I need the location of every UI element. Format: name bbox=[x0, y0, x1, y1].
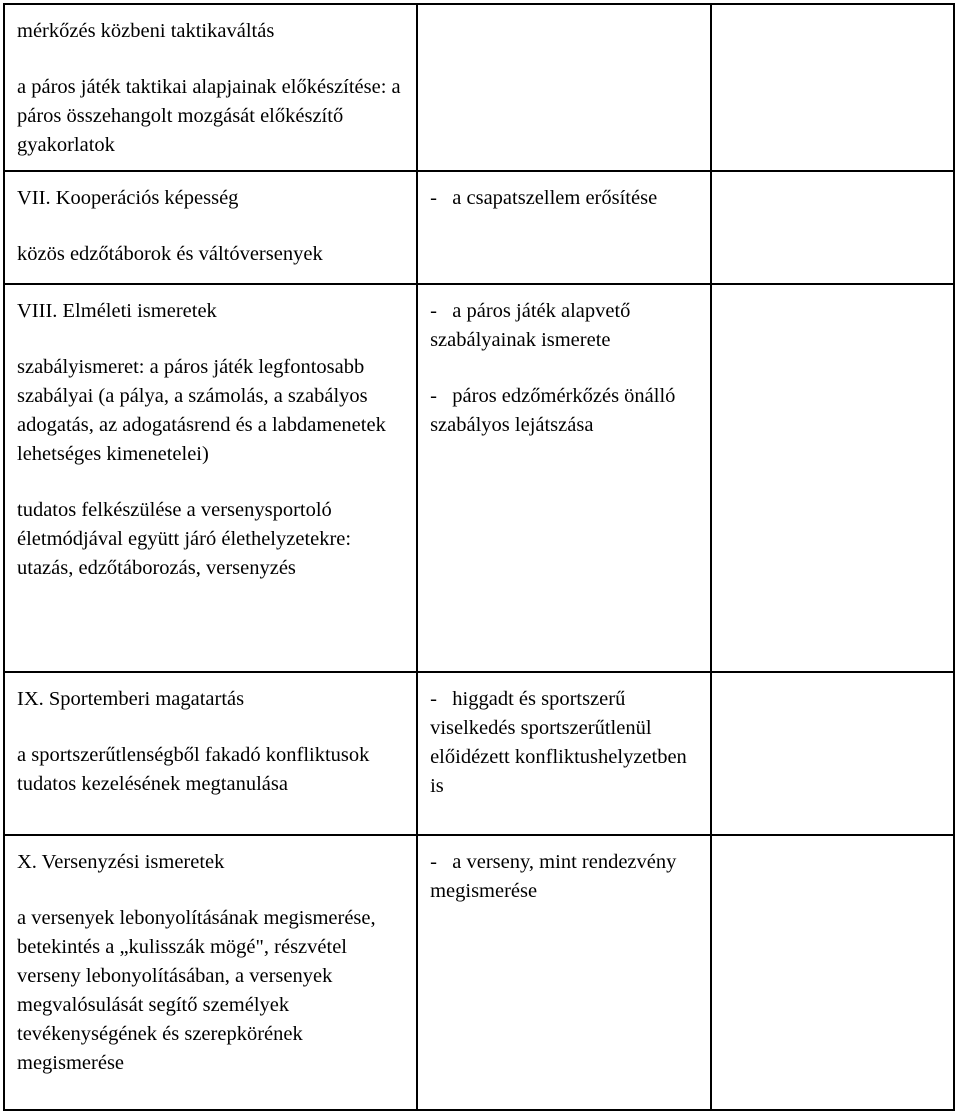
section-heading: VIII. Elméleti ismeretek bbox=[17, 300, 217, 322]
curriculum-table bbox=[3, 3, 955, 1111]
text-block: a versenyek lebonyolításának megismerése, betekintés a „kulisszák mögé", részvétel verseny lebonyolításában, a versenyek megvalósulását segítő személyek tevékenységének és szerepkörének megismerése bbox=[17, 907, 376, 1074]
outcome-cell bbox=[417, 171, 711, 284]
table-row bbox=[4, 4, 954, 171]
notes-cell bbox=[711, 672, 954, 835]
outcome-item bbox=[430, 297, 698, 355]
outcome-text: a csapatszellem erősítése bbox=[452, 187, 658, 209]
text-block: mérkőzés közbeni taktikaváltás bbox=[17, 20, 275, 42]
notes-cell bbox=[711, 284, 954, 672]
notes-cell bbox=[711, 835, 954, 1110]
content-cell bbox=[4, 171, 417, 284]
notes-cell bbox=[711, 4, 954, 171]
dash-bullet: - bbox=[430, 688, 437, 710]
text-block: a páros játék taktikai alapjainak előkészítése: a páros összehangolt mozgását előkészítő gyakorlatok bbox=[17, 76, 401, 156]
outcome-text: higgadt és sportszerű viselkedés sportszerűtlenül előidézett konfliktushelyzetben is bbox=[430, 688, 687, 797]
section-heading: VII. Kooperációs képesség bbox=[17, 187, 239, 209]
dash-bullet: - bbox=[430, 300, 437, 322]
outcome-text: a páros játék alapvető szabályainak ismerete bbox=[430, 300, 631, 351]
outcome-item bbox=[430, 382, 698, 440]
content-cell bbox=[4, 835, 417, 1110]
dash-bullet: - bbox=[430, 187, 437, 209]
outcome-text: a verseny, mint rendezvény megismerése bbox=[430, 851, 677, 902]
table-row bbox=[4, 672, 954, 835]
dash-bullet: - bbox=[430, 385, 437, 407]
text-block: tudatos felkészülése a versenysportoló életmódjával együtt járó élethelyzetekre: utazás, edzőtáborozás, versenyzés bbox=[17, 499, 352, 579]
text-block: a sportszerűtlenségből fakadó konfliktusok tudatos kezelésének megtanulása bbox=[17, 744, 370, 795]
content-cell bbox=[4, 284, 417, 672]
outcome-cell bbox=[417, 284, 711, 672]
outcome-item bbox=[430, 685, 698, 801]
outcome-item bbox=[430, 848, 698, 906]
content-cell bbox=[4, 4, 417, 171]
dash-bullet: - bbox=[430, 851, 437, 873]
text-block: közös edzőtáborok és váltóversenyek bbox=[17, 243, 323, 265]
notes-cell bbox=[711, 171, 954, 284]
table-row bbox=[4, 171, 954, 284]
table-row bbox=[4, 835, 954, 1110]
outcome-cell bbox=[417, 4, 711, 171]
text-block: szabályismeret: a páros játék legfontosabb szabályai (a pálya, a számolás, a szabályos adogatás, az adogatásrend és a labdamenetek lehetséges kimenetelei) bbox=[17, 356, 386, 465]
table-row bbox=[4, 284, 954, 672]
outcome-item bbox=[430, 184, 698, 213]
section-heading: IX. Sportemberi magatartás bbox=[17, 688, 245, 710]
outcome-cell bbox=[417, 672, 711, 835]
content-cell bbox=[4, 672, 417, 835]
outcome-cell bbox=[417, 835, 711, 1110]
section-heading: X. Versenyzési ismeretek bbox=[17, 851, 225, 873]
outcome-text: páros edzőmérkőzés önálló szabályos lejátszása bbox=[430, 385, 676, 436]
